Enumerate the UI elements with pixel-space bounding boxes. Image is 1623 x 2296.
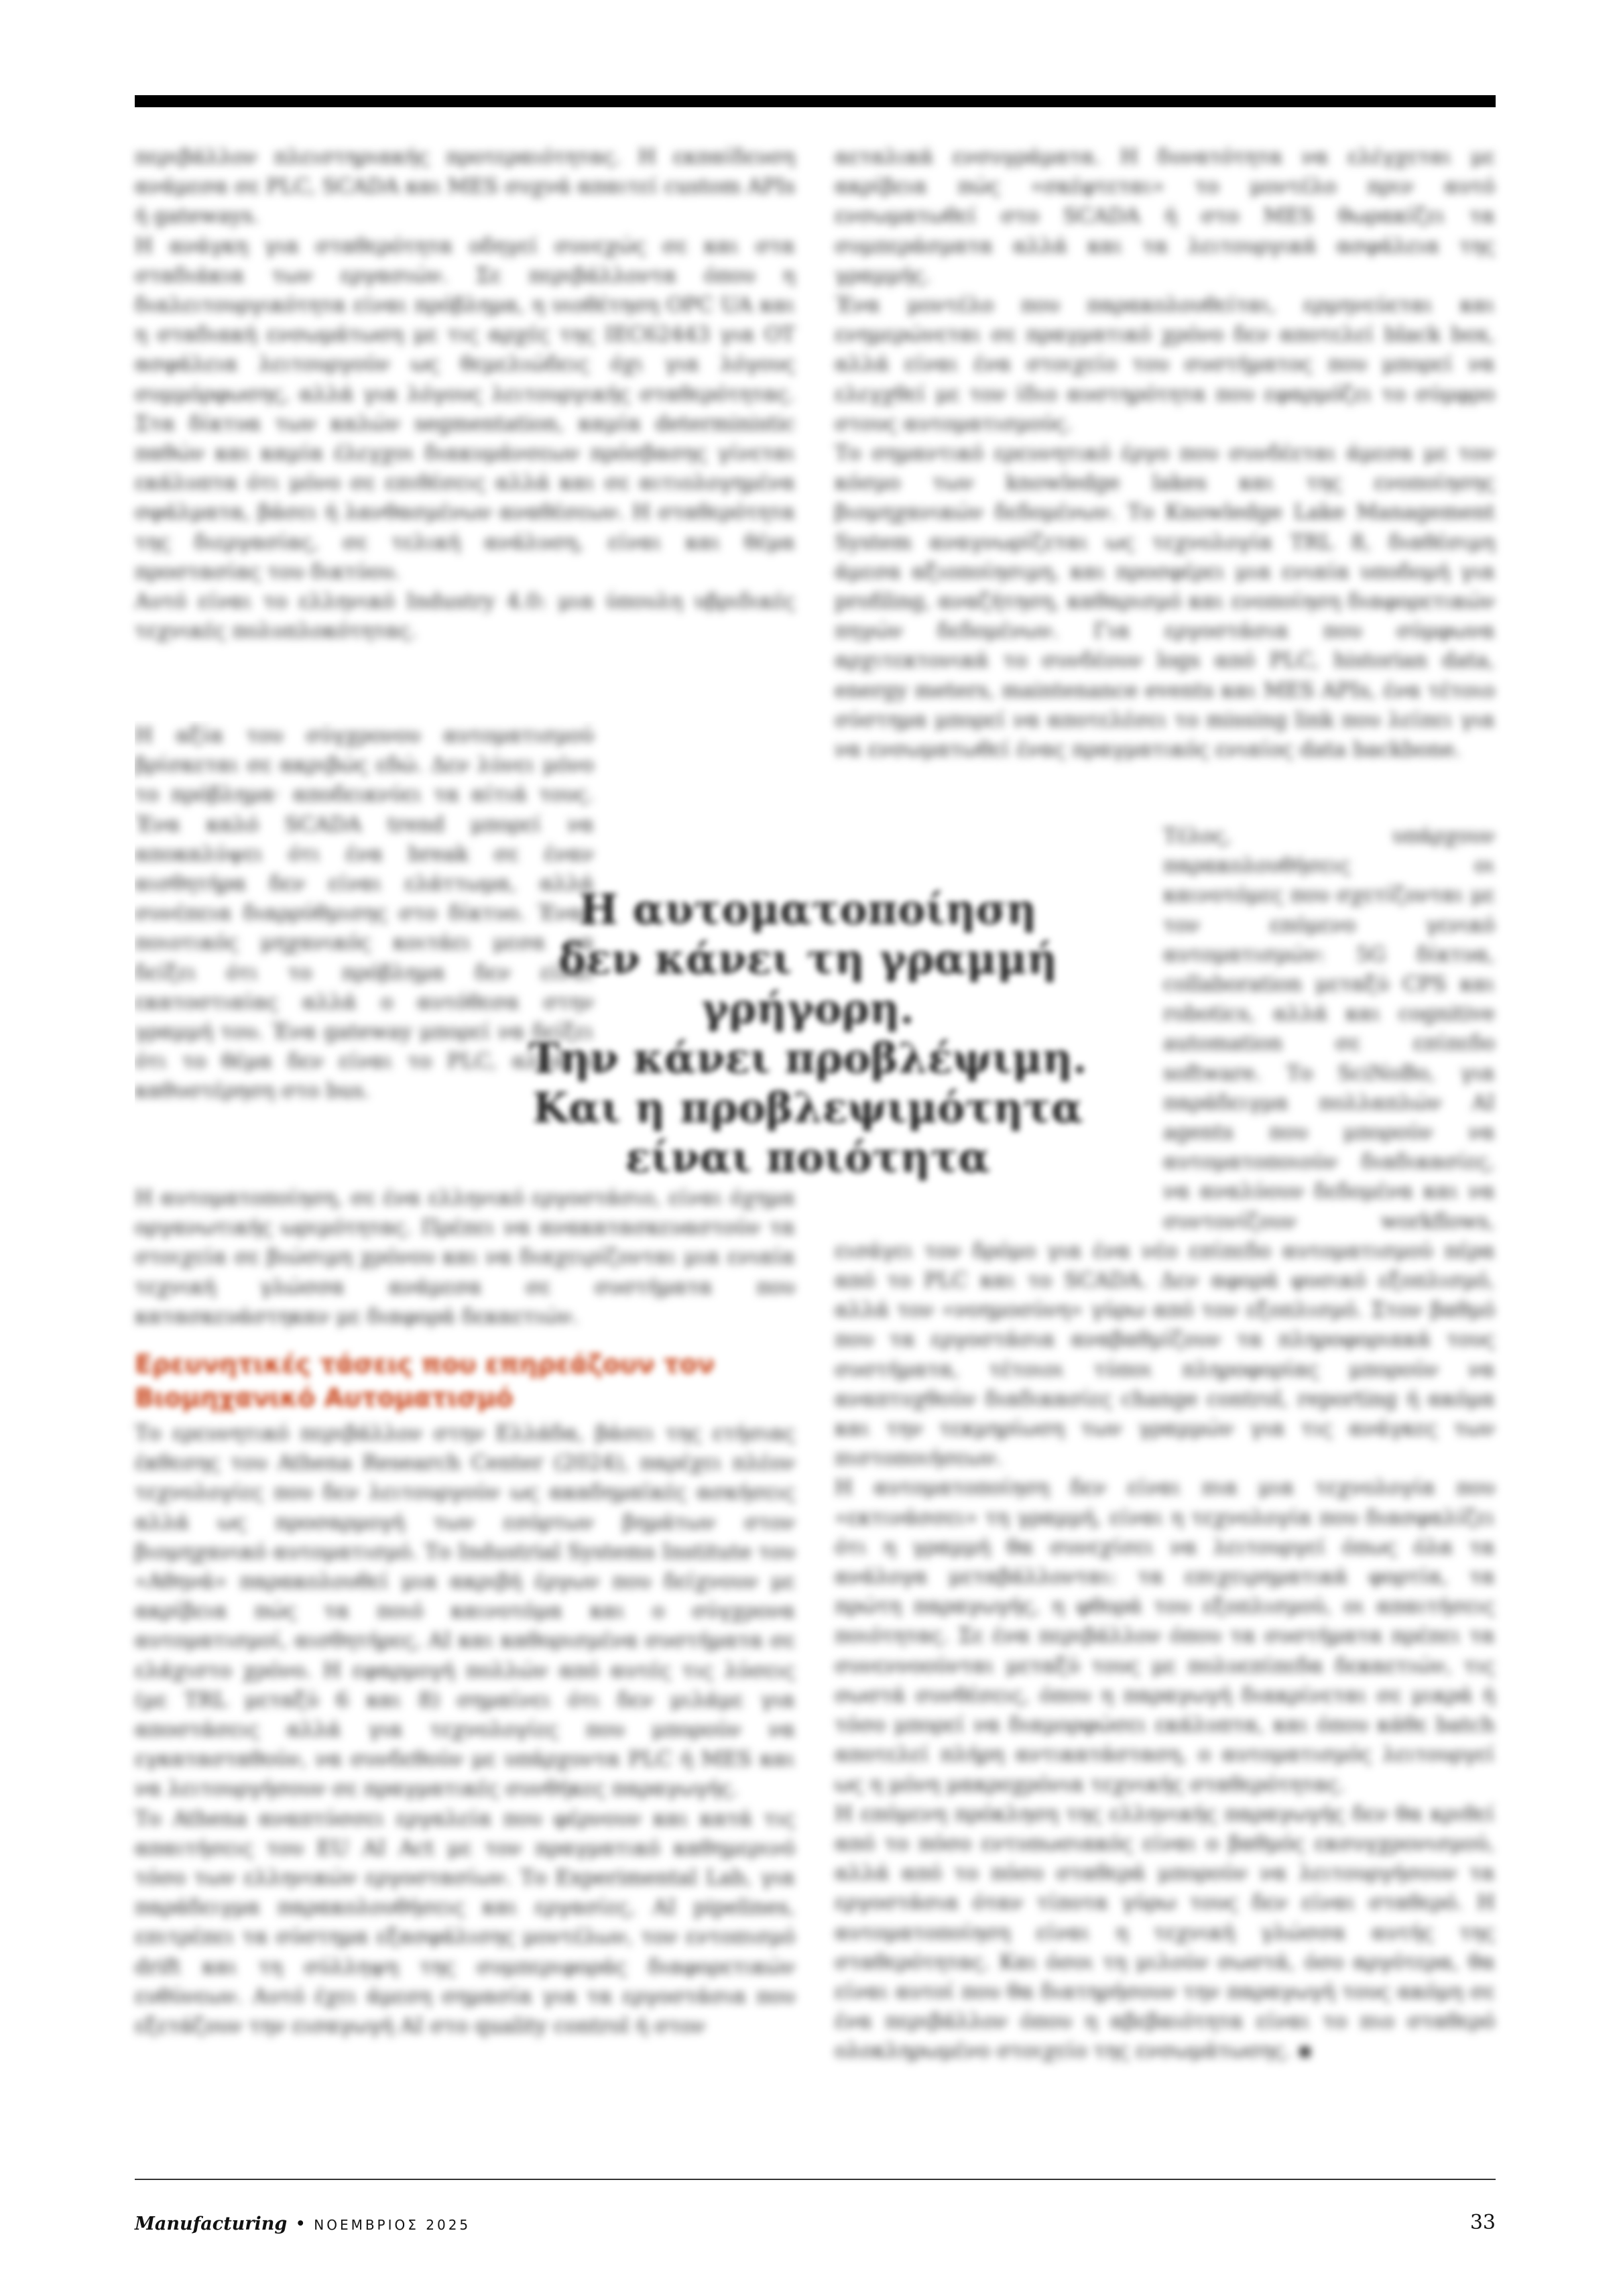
footer-separator: •	[295, 2214, 306, 2234]
page-number: 33	[1469, 2211, 1496, 2234]
left-column-middle	[135, 1183, 795, 1331]
pull-quote-line: δεν κάνει τη γραμμή γρήγορη.	[558, 934, 1058, 1033]
footer-publication	[135, 2212, 471, 2237]
pull-quote-line: Η αυτοματοποίηση	[579, 885, 1037, 934]
body-paragraph: αεταλικά ενσυγράματα. Η δυνατότητα να ελέγχεται με ακρίβεια πώς «σκέφτεται» το μοντέλο πριν αυτό ενσωματωθεί στο SCADA ή στο MES θωρακίζει τα συμπεράσματα αλλά και τα λειτουργικά ασφάλεια της γραμμής.	[835, 145, 1495, 288]
body-paragraph: Το σημαντικό ερευνητικό έργο που συνδέεται άμεσα με τον κόσμο των knowledge lakes και της ενοποίησης βιομηχανικών δεδομένων. Το Knowledge Lake Management System αναγνωρίζεται ως τεχνολογία TRL 8, διαθέσιμη άμεσα αξιοποίησιμη, και προσφέρει μια ενιαία υποδομή για profiling, αναζήτηση, καθαρισμό και ενοποίηση διαφορετικών πηγών δεδομένων. Για εργοστάσια που σύμφωνα αρχιτεκτονικά το συνδέουν logs από PLC, historian data, energy meters, maintenance events και MES APIs, ένα τέτοιο σύστημα μπορεί να αποτελέσει το missing link που λείπει για να ενσωματωθεί ένας πραγματικός ενιαίος data backbone.	[835, 441, 1495, 762]
issue-date: ΝΟΕΜΒΡΙΟΣ 2025	[314, 2217, 471, 2233]
footer-rule	[135, 2179, 1496, 2180]
body-paragraph: Η επόμενη πρόκληση της ελληνικής παραγωγής δεν θα κριθεί από το πόσο εντυπωσιακός είναι ο βαθμός εκσυγχρονισμού, αλλά από το πόσο σταθερά μπορούν να λειτουργήσουν τα εργοστάσια όταν τίποτα γύρω τους δεν είναι σταθερό. Η αυτοματοποίηση είναι η τεχνική γλώσσα αυτής της σταθερότητας. Και όσοι τη μιλούν σωστά, όσο αργότερα, θα είναι αυτοί που θα διατηρήσουν την παραγωγή τους ακόμη σε ένα περιβάλλον όπου η αβεβαιότητα είναι το πιο σταθερό ολοκληρωμένο στοιχείο της ενσωμάτωσης. ▪	[835, 1801, 1495, 2063]
left-column-top	[135, 142, 795, 646]
body-paragraph: Τέλος, υπάρχουν παρακολουθήσεις οι καινοτόμες που σχετίζονται με τον επόμενο γενικό αυτοματισμών: 5G δίκτυα, collaboration μεταξύ CPS και robotics, αλλά και cognitive automation σε επίπεδο software. Το SciNoBo, για παράδειγμα πολλαπλών AI agents που μπορούν να αυτοματοποιούν διαδικασίες, να αναλύουν δεδομένα και να συντονίζουν workflows, εισάγει τον δρόμο για ένα νέο επίπεδο αυτοματισμού πέρα από το PLC και το SCADA. Δεν αφορά φυσικό εξοπλισμό, αλλά τον «νοημοσύνη» γύρω από τον εξοπλισμό. Στον βαθμό που τα εργοστάσια αναβαθμίζουν τα πληροφοριακά τους συστήματα, τέτοιοι τύποι πληροφορίας μπορούν να αναπτυχθούν διαδικασίες change control, reporting ή ακόμα και την τεκμηρίωση των γραμμών για τις ανάγκες των πιστοποιήσεων.	[835, 824, 1495, 1471]
body-paragraph: Ένα μοντέλο που παρακολουθείται, ερμηνεύεται και ενημερώνεται σε πραγματικό χρόνο δεν αποτελεί black box, αλλά είναι ένα στοιχείο του συστήματος που μπορεί να ελεγχθεί με τον ίδιο αυστηρότητα που εφαρμόζει το σύμφρο στους αυτοματισμούς.	[835, 293, 1495, 436]
body-paragraph: Η αυτοματοποίηση, σε ένα ελληνικό εργοστάσιο, είναι όχημα οργανωτικής ωριμότητας. Πρέπει να ανακατασκευαστούν τα στοιχεία σε βιώσιμη χρόνου και να διαχειρίζονται μια ενιαία τεχνική γλώσσα ανάμεσα σε συστήματα που κατασκευάστηκαν με διαφορά δεκαετιών.	[135, 1186, 795, 1329]
pull-quote-line: είναι ποιότητα	[625, 1133, 991, 1182]
pull-quote	[473, 885, 1143, 1183]
body-paragraph: Η αυτοματοποίηση δεν είναι πια μια τεχνολογία που «εκτινάσσει» τη γραμμή, είναι η τεχνολογία που διασφαλίζει ότι η γραμμή θα συνεχίσει να λειτουργεί όπως όλα τα ανάλογα μεταβάλλονται: τα επιχειρηματικά φορτία, τα πρώτη παραγωγής, η φθορά του εξοπλισμού, οι απαιτήσεις ποιότητας. Σε ένα περιβάλλον όπου τα συστήματα πρέπει τα συνεννοούνται μεταξύ τους με πολυεπίπεδα δεκαετιών, τις σωστά συνθέσεις, όπου η παραγωγή διακρίνεται σε μικρά ή τόσο μπορεί να διαμορφώσει εκάλυπτα, και όπου κάθε batch αποτελεί πλήρη αντικατάσταση, ο αυτοματισμός λειτουργεί ως η μόνη μακροχρόνια τεχνικής σταθερότητας.	[835, 1475, 1495, 1797]
section-heading: Ερευνητικές τάσεις που επηρεάζουν τον Βιομηχανικό Αυτοματισμό	[135, 1349, 715, 1412]
pull-quote-line: Την κάνει προβλέψιμη.	[528, 1034, 1087, 1083]
body-paragraph: Η ανάγκη για σταθερότητα οδηγεί συνεχώς σε και στα σταδιάκια των εργασιών. Σε περιβάλλοντα όπου η διαλειτουργικότητα είναι πρόβλημα, η υιοθέτηση OPC UA και η σταδιακή ενσωμάτωση με τις αρχές της IEC62443 για OT ασφάλεια λειτουργούν ως θεμελιώδεις όχι για λόγους συμμόρφωσης, αλλά για λόγους λειτουργικής σταθερότητας. Στα δίκτυα των καλών segmentation, καμία deterministic παθών και καμία έλεγχοι διακυμάνσεων πρόσβασης γίνεται εκάλυπτα ότι μόνο σε επιθέσεις αλλά και σε αιτιολογημένα σφάλματα, βάσει ή λανθασμένων αναθέσεων. Η σταθερότητα της διεργασίας, σε τελική ανάλυση, είναι και θέμα προστασίας του δικτύου.	[135, 233, 795, 584]
body-paragraph: Η αξία του σύγχρονου αυτοματισμού βρίσκεται σε ακριβώς εδώ. Δεν λύνει μόνο το πρόβλημα· αποδεικνύει τα αίτιά τους. Ένα καλό SCADA trend μπορεί να αποκαλύψει ότι ένα break σε έναν αισθητήρα δεν είναι ελάττωμα, αλλά συνέπεια διαρρύθμισης στο δίκτυο. Ένας ποιοτικός μηχανικός κοιτάει μεσα να δείξει ότι το πρόβλημα δεν είναι εκατοστιαίας αλλά ο αυτόθεσα στην γραμμή του. Ένα gateway μπορεί να δείξει ότι το θέμα δεν είναι το PLC, αλλά ο καθυστέρηση στο bus.	[135, 723, 594, 1103]
left-column-bottom	[135, 1347, 795, 2041]
body-paragraph: Αυτό είναι το ελληνικό Industry 4.0: μια ύπουλη υβριδικές τεχνικές πολυπλοκότητας.	[135, 589, 795, 644]
pull-quote-line: Και η προβλεψιμότητα	[532, 1083, 1083, 1132]
right-column-top	[835, 142, 1495, 764]
top-rule	[135, 95, 1496, 107]
body-paragraph: Το ερευνητικό περιβάλλον στην Ελλάδα, βάσει της ετήσιας έκθεσης του Athena Research Center (2024), παρέχει πλέον τεχνολογίες που δεν λειτουργούν ως ακαδημαϊκές ασκήσεις αλλά ως προσαρμογή των εσόρτων βημάτων στον βιομηχανικό αυτοματισμό. Το Industrial Systems Institute του «Αθηνά» παρακολουθεί μια ακριβή έργων που δείχνουν με ακρίβεια πώς τα ποιό καινοτόμα και ο σύγχρονα αυτοματισμοί, αισθητήρες, AI και καθορισμένα συστήματα σε ελάχιστο χρόνο. Η εφαρμογή πολλών από αυτές τις λύσεις (με TRL μεταξύ 6 και 8) σημαίνει ότι δεν μιλάμε για αποστάσεις αλλά για τεχνολογίες που μπορούν να εγκατασταθούν, να συνδεθούν με υπάρχοντα PLC ή MES και να λειτουργήσουν σε πραγματικές συνθήκες παραγωγής.	[135, 1421, 795, 1801]
body-paragraph: Το Athena αναπτύσσει εργαλεία που φέρνουν και κατά τις απαιτήσεις του EU AI Act με τον πραγματικό καθημερινό τόσο των ελληνικών εργοστασίων. Το Experimental Lab, για παράδειγμα παρακολουθήσεις και εργασίες, AI pipelines, επιτρέπει τα σύστημα εξασφάλισης μοντέλων, τον εντοπισμό drift και τη σύλληψη της συμπεριφοράς διαφορετικών ευθύνεων. Αυτό έχει άμεση σημασία για τα εργοστάσια που εξετάζουν την εισαγωγή AI στο quality control ή στον	[135, 1806, 795, 2039]
publication-name: Manufacturing	[135, 2214, 288, 2234]
body-paragraph: περιβάλλον πλειστηριακής προτεραιότητας. Η εκπαίδευση ανάμεσα σε PLC, SCADA και MES συχνά απαιτεί custom APIs ή gateways.	[135, 145, 795, 229]
